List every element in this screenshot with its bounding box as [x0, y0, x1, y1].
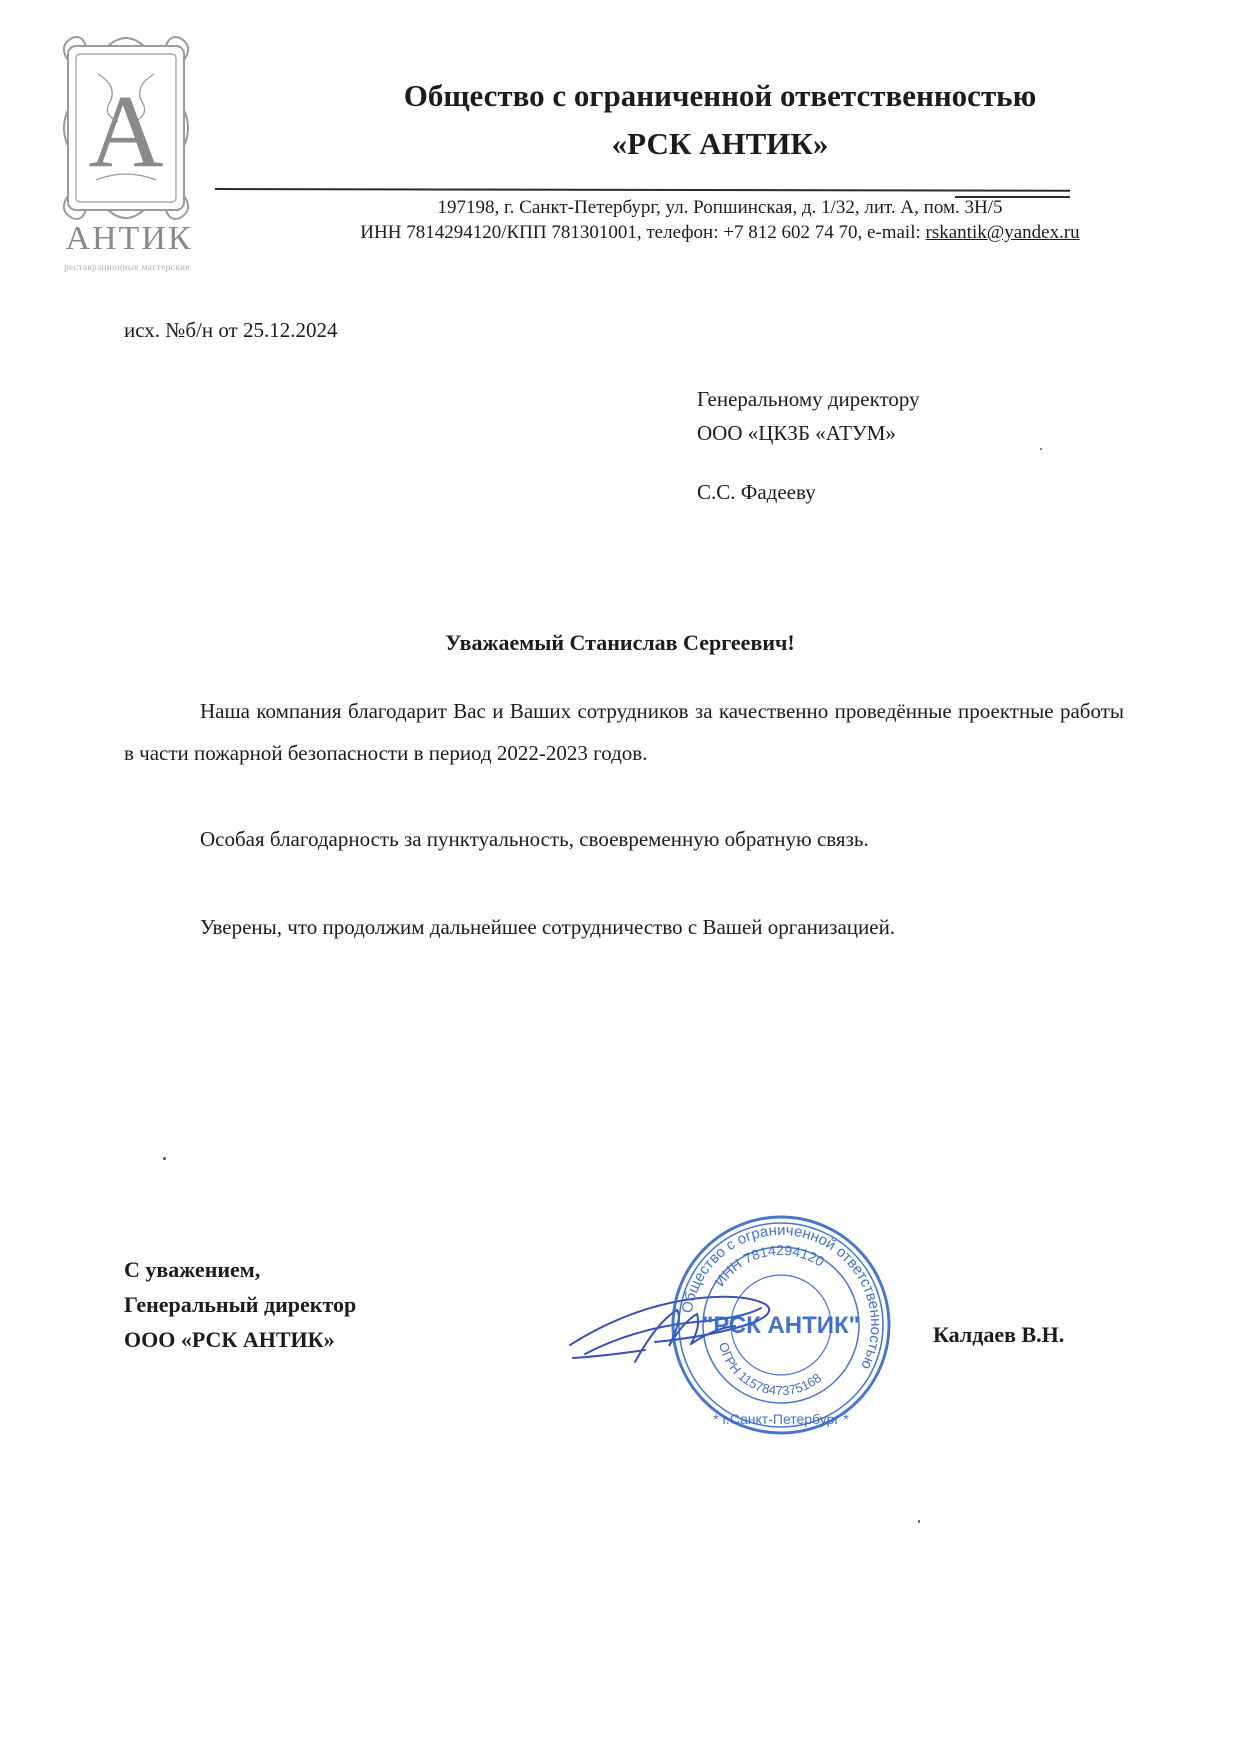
- stamp-inn: ИНН 7814294120: [711, 1241, 828, 1290]
- company-logo: [58, 30, 194, 226]
- addressee-position: Генеральному директору: [697, 387, 920, 411]
- stamp-seal-icon: [668, 1212, 894, 1438]
- paragraph-punctuality: Особая благодарность за пунктуальность, своевременную обратную связь.: [200, 827, 869, 851]
- paragraph-cooperation: Уверены, что продолжим дальнейшее сотрудничество с Вашей организацией.: [200, 915, 896, 939]
- organization-title-line2: «РСК АНТИК»: [611, 126, 829, 161]
- scan-speck: [163, 1157, 166, 1160]
- svg-text:ОГРН 1157847375168: [716, 1341, 824, 1398]
- closing-organization: ООО «РСК АНТИК»: [124, 1327, 335, 1352]
- closing-block: [124, 1252, 356, 1357]
- paragraph-gratitude: Наша компания благодарит Вас и Ваших сотрудников за качественно проведённые проектные работы в части пожарной безопасности в период 2022-2023 годов.: [124, 699, 1124, 765]
- signer-name: Калдаев В.Н.: [933, 1322, 1065, 1347]
- stamp-center-name: "РСК АНТИК": [701, 1312, 861, 1339]
- company-requisites: [230, 222, 1210, 244]
- organization-title-line1: Общество с ограниченной ответственностью: [403, 78, 1037, 113]
- stamp-city: * г.Санкт-Петербург *: [713, 1411, 849, 1427]
- logo-subtitle: реставрационные мастерские: [64, 262, 190, 272]
- outgoing-reference: исх. №б/н от 25.12.2024: [124, 318, 338, 342]
- stamp-ogrn: ОГРН 1157847375168: [716, 1340, 825, 1399]
- addressee-organization: ООО «ЦКЗБ «АТУМ»: [697, 421, 896, 445]
- email-link[interactable]: rskantik@yandex.ru: [925, 222, 1080, 243]
- salutation: Уважаемый Станислав Сергеевич!: [445, 630, 795, 655]
- stamp-outer-text: Общество с ограниченной ответственностью: [678, 1221, 885, 1372]
- scan-speck: [918, 1520, 920, 1523]
- requisites-text: ИНН 7814294120/КПП 781301001, телефон: +7 812 602 74 70, e-mail:: [360, 222, 926, 243]
- company-stamp: [668, 1212, 894, 1438]
- company-address: 197198, г. Санкт-Петербург, ул. Ропшинская, д. 1/32, лит. А, пом. 3Н/5: [437, 197, 1003, 218]
- header-divider: [215, 188, 1070, 192]
- logo-letter: А: [88, 74, 164, 189]
- addressee-name: С.С. Фадееву: [697, 480, 816, 504]
- scan-speck: [1040, 448, 1042, 450]
- closing-regards: С уважением,: [124, 1257, 261, 1282]
- logo-wordmark: АНТИК: [65, 220, 193, 257]
- closing-position: Генеральный директор: [124, 1292, 357, 1317]
- addressee-block: [697, 382, 920, 450]
